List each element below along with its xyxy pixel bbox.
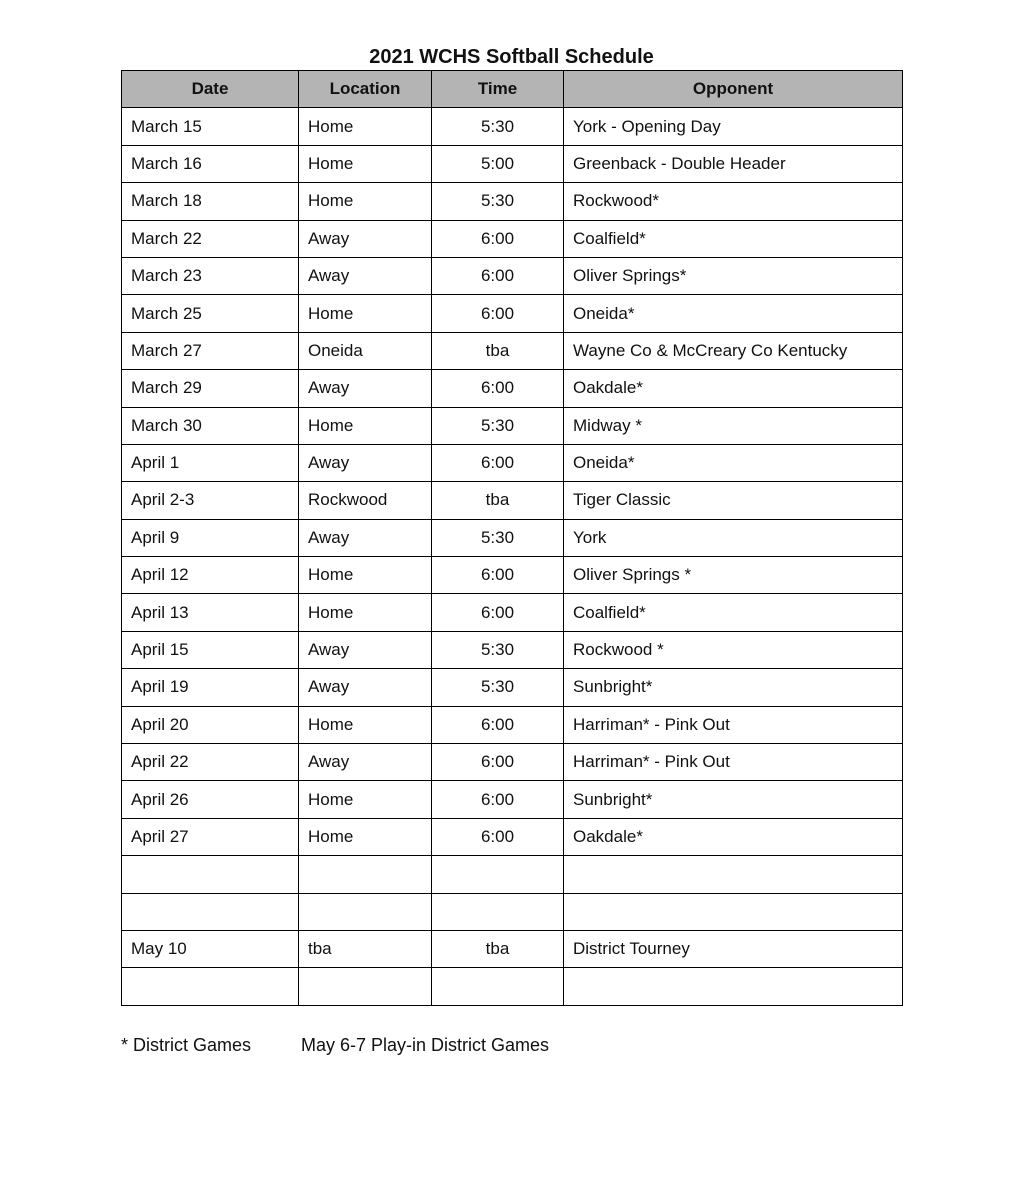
cell-time: tba — [432, 332, 564, 369]
cell-location: Away — [299, 370, 432, 407]
cell-date: May 10 — [122, 930, 299, 967]
cell-opponent: Sunbright* — [564, 781, 903, 818]
cell-opponent: Harriman* - Pink Out — [564, 744, 903, 781]
cell-time: 6:00 — [432, 818, 564, 855]
cell-opponent: Sunbright* — [564, 669, 903, 706]
table-row — [122, 744, 903, 781]
cell-opponent: York — [564, 519, 903, 556]
cell-opponent: District Tourney — [564, 930, 903, 967]
cell-location: Home — [299, 407, 432, 444]
cell-location: Away — [299, 220, 432, 257]
cell-location: Home — [299, 145, 432, 182]
cell-date: April 22 — [122, 744, 299, 781]
header-date: Date — [122, 71, 299, 108]
cell-date: March 16 — [122, 145, 299, 182]
cell-time: 6:00 — [432, 257, 564, 294]
cell-opponent — [564, 856, 903, 893]
cell-location: Away — [299, 669, 432, 706]
table-row — [122, 557, 903, 594]
cell-time: 5:30 — [432, 631, 564, 668]
cell-location: Home — [299, 781, 432, 818]
table-row — [122, 818, 903, 855]
table-row — [122, 332, 903, 369]
cell-date: April 1 — [122, 444, 299, 481]
cell-location: Away — [299, 631, 432, 668]
table-row-empty — [122, 856, 903, 893]
cell-opponent: Oakdale* — [564, 818, 903, 855]
cell-date: March 25 — [122, 295, 299, 332]
cell-time — [432, 968, 564, 1005]
cell-time: 6:00 — [432, 370, 564, 407]
cell-date: April 27 — [122, 818, 299, 855]
cell-opponent: Oliver Springs* — [564, 257, 903, 294]
table-row — [122, 706, 903, 743]
cell-location — [299, 893, 432, 930]
cell-opponent: Harriman* - Pink Out — [564, 706, 903, 743]
cell-date: March 18 — [122, 183, 299, 220]
table-row — [122, 295, 903, 332]
cell-opponent — [564, 968, 903, 1005]
cell-time: 5:00 — [432, 145, 564, 182]
cell-location: Home — [299, 706, 432, 743]
cell-date — [122, 968, 299, 1005]
cell-opponent: Rockwood* — [564, 183, 903, 220]
schedule-table — [121, 70, 903, 1006]
page-title: 2021 WCHS Softball Schedule — [369, 46, 654, 68]
table-row — [122, 183, 903, 220]
cell-opponent — [564, 893, 903, 930]
cell-time: 6:00 — [432, 557, 564, 594]
table-row — [122, 407, 903, 444]
cell-opponent: Coalfield* — [564, 594, 903, 631]
cell-location: Home — [299, 295, 432, 332]
table-row — [122, 594, 903, 631]
cell-location: Away — [299, 519, 432, 556]
cell-date: March 30 — [122, 407, 299, 444]
cell-date: March 29 — [122, 370, 299, 407]
cell-date: March 27 — [122, 332, 299, 369]
cell-date: April 12 — [122, 557, 299, 594]
cell-location: Rockwood — [299, 482, 432, 519]
cell-opponent: Tiger Classic — [564, 482, 903, 519]
table-row — [122, 108, 903, 145]
cell-time: 5:30 — [432, 108, 564, 145]
cell-date: March 23 — [122, 257, 299, 294]
cell-opponent: Coalfield* — [564, 220, 903, 257]
cell-location — [299, 856, 432, 893]
table-row — [122, 631, 903, 668]
cell-time: tba — [432, 930, 564, 967]
table-row — [122, 519, 903, 556]
cell-date: March 15 — [122, 108, 299, 145]
table-row — [122, 482, 903, 519]
cell-location: Home — [299, 557, 432, 594]
cell-date: March 22 — [122, 220, 299, 257]
cell-location: tba — [299, 930, 432, 967]
cell-time: 6:00 — [432, 220, 564, 257]
cell-date: April 20 — [122, 706, 299, 743]
cell-opponent: Rockwood * — [564, 631, 903, 668]
table-row — [122, 669, 903, 706]
cell-location: Away — [299, 744, 432, 781]
cell-date: April 2-3 — [122, 482, 299, 519]
table-row-empty — [122, 968, 903, 1005]
cell-date: April 9 — [122, 519, 299, 556]
cell-location: Home — [299, 183, 432, 220]
header-row — [122, 71, 903, 108]
table-row — [122, 370, 903, 407]
cell-time: 6:00 — [432, 744, 564, 781]
cell-date: April 15 — [122, 631, 299, 668]
cell-time: 6:00 — [432, 444, 564, 481]
header-time: Time — [432, 71, 564, 108]
table-row — [122, 220, 903, 257]
cell-time: 6:00 — [432, 594, 564, 631]
cell-date — [122, 893, 299, 930]
footnote-play-in: May 6-7 Play-in District Games — [301, 1035, 550, 1055]
cell-location: Home — [299, 818, 432, 855]
cell-time: tba — [432, 482, 564, 519]
cell-date: April 26 — [122, 781, 299, 818]
cell-time: 6:00 — [432, 781, 564, 818]
cell-time — [432, 856, 564, 893]
cell-time: 6:00 — [432, 706, 564, 743]
cell-opponent: Oneida* — [564, 295, 903, 332]
header-opponent: Opponent — [564, 71, 903, 108]
table-row — [122, 930, 903, 967]
cell-location: Oneida — [299, 332, 432, 369]
cell-opponent: Midway * — [564, 407, 903, 444]
cell-time: 5:30 — [432, 519, 564, 556]
cell-opponent: Oakdale* — [564, 370, 903, 407]
table-row — [122, 781, 903, 818]
cell-location: Home — [299, 108, 432, 145]
table-row — [122, 145, 903, 182]
cell-time: 6:00 — [432, 295, 564, 332]
cell-time: 5:30 — [432, 183, 564, 220]
footnote-district-games: * District Games — [121, 1035, 252, 1055]
cell-date: April 19 — [122, 669, 299, 706]
cell-date: April 13 — [122, 594, 299, 631]
cell-location — [299, 968, 432, 1005]
cell-location: Away — [299, 444, 432, 481]
header-location: Location — [299, 71, 432, 108]
table-row — [122, 444, 903, 481]
cell-time: 5:30 — [432, 407, 564, 444]
cell-opponent: Oneida* — [564, 444, 903, 481]
cell-location: Home — [299, 594, 432, 631]
table-row — [122, 257, 903, 294]
cell-opponent: Greenback - Double Header — [564, 145, 903, 182]
cell-time — [432, 893, 564, 930]
cell-opponent: Oliver Springs * — [564, 557, 903, 594]
cell-opponent: York - Opening Day — [564, 108, 903, 145]
cell-time: 5:30 — [432, 669, 564, 706]
table-row-empty — [122, 893, 903, 930]
cell-date — [122, 856, 299, 893]
cell-opponent: Wayne Co & McCreary Co Kentucky — [564, 332, 903, 369]
cell-location: Away — [299, 257, 432, 294]
